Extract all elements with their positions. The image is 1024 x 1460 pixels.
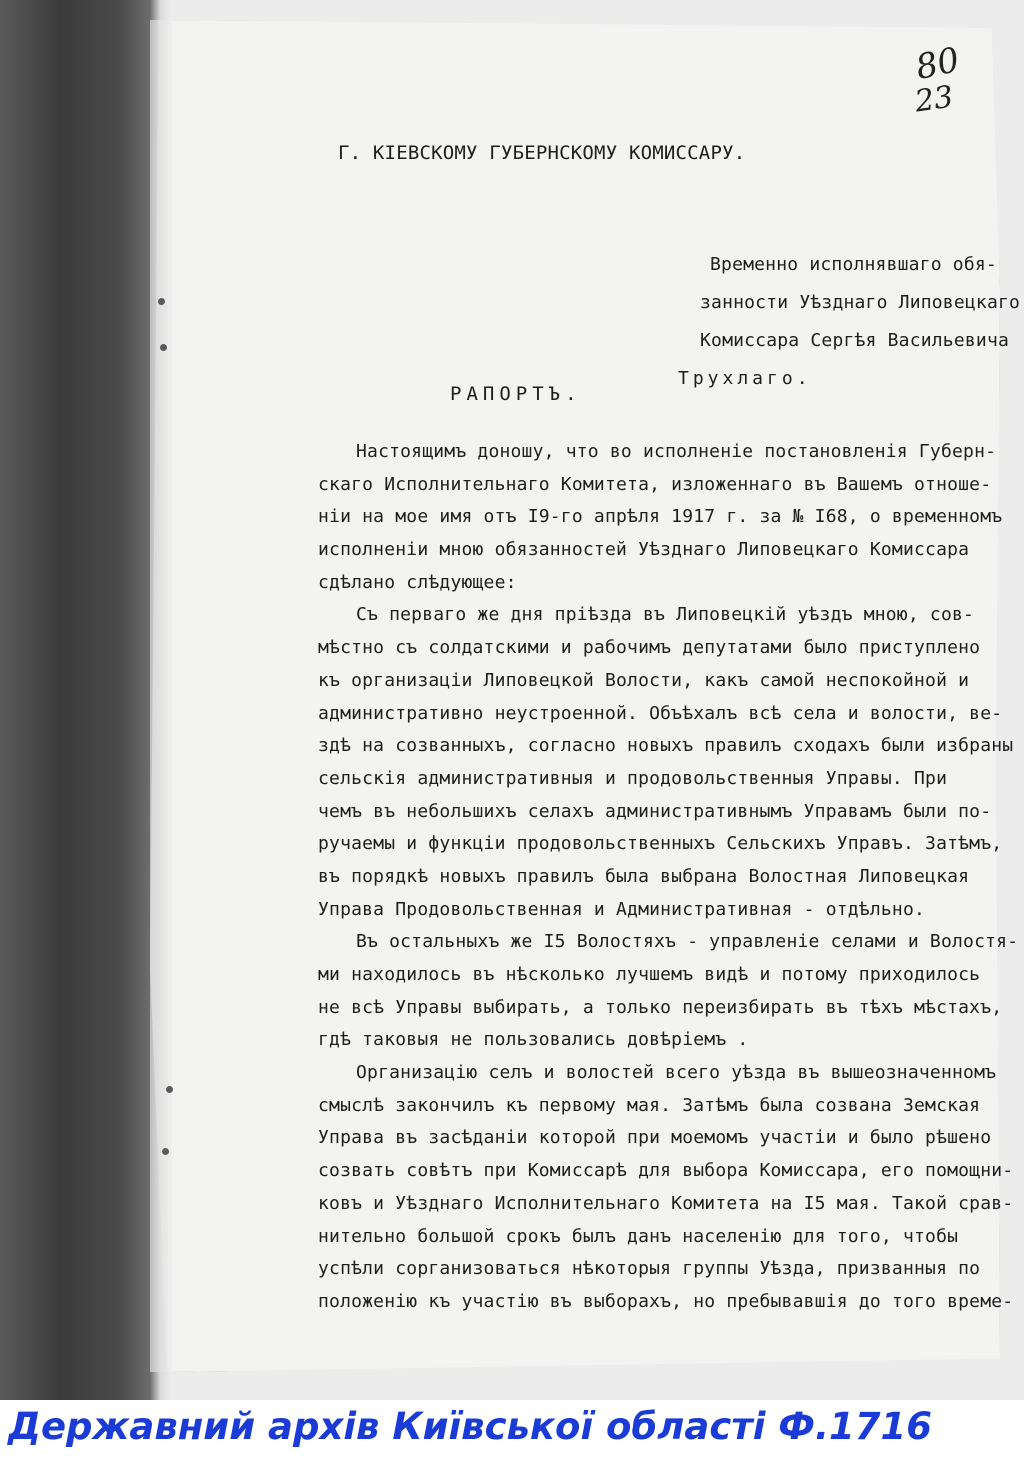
report-line: ручаемы и функціи продовольственныхъ Сельскихъ Управъ. Затѣмъ,: [318, 833, 1003, 855]
report-line: мѣстно съ солдатскими и рабочимъ депутатами было приступлено: [318, 637, 981, 659]
report-line: успѣли сорганизоваться нѣкоторыя группы Уѣзда, призванныя по: [318, 1258, 981, 1280]
report-line: Настоящимъ доношу, что во исполненіе постановленія Губерн-: [356, 441, 997, 462]
handwritten-page-number: 80: [912, 39, 963, 89]
report-line: скаго Исполнительнаго Комитета, изложеннаго въ Вашемъ отноше-: [318, 473, 992, 495]
report-line: къ организаціи Липовецкой Волости, какъ самой неспокойной и: [318, 669, 970, 691]
report-line: созвать совѣтъ при Комиссарѣ для выбора Комиссара, его помощни-: [318, 1160, 1014, 1182]
report-line: чемъ въ небольшихъ селахъ административнымъ Управамъ были по-: [318, 800, 992, 822]
sender-line: занности Уѣзднаго Липовецкаго: [700, 292, 1021, 313]
addressee-line: Г. КІЕВСКОМУ ГУБЕРНСКОМУ КОМИССАРУ.: [338, 142, 746, 164]
sender-block: [678, 246, 1021, 398]
report-line: сдѣлано слѣдующее:: [318, 571, 517, 593]
report-line: Съ перваго же дня пріѣзда въ Липовецкій уѣздъ мною, сов-: [356, 604, 975, 626]
archive-caption: Державний архів Київської області Ф.1716: [8, 1405, 933, 1448]
report-line: гдѣ таковыя не пользовались довѣріемъ .: [318, 1029, 749, 1051]
report-line: не всѣ Управы выбирать, а только переизбирать въ тѣхъ мѣстахъ,: [318, 996, 1003, 1018]
report-line: ковъ и Уѣзднаго Исполнительнаго Комитета на I5 мая. Такой срав-: [318, 1192, 1014, 1214]
report-line: Управа Продовольственная и Административная - отдѣльно.: [318, 898, 926, 920]
binding-hole-mark: [158, 298, 165, 305]
paper-fold-edge: [150, 20, 172, 1372]
sender-line: Трухлаго.: [678, 368, 812, 389]
report-line: сельскія административныя и продовольственныя Управы. При: [318, 767, 948, 789]
report-line: ми находилось въ нѣсколько лучшемъ видѣ и потому приходилось: [318, 964, 981, 985]
report-line: здѣ на созванныхъ, согласно новыхъ правилъ сходахъ были избраны: [318, 735, 1014, 757]
report-line: Въ остальныхъ же I5 Волостяхъ - управленіе селами и Волостя-: [356, 931, 1019, 953]
report-line: административно неустроенной. Объѣхалъ всѣ села и волости, ве-: [318, 702, 1003, 724]
report-line: смыслѣ закончилъ къ первому мая. Затѣмъ была созвана Земская: [318, 1094, 981, 1116]
binding-hole-mark: [160, 344, 167, 351]
binding-hole-mark: [162, 1148, 169, 1155]
report-body: [318, 436, 1018, 1319]
handwritten-sheet-number: 23: [912, 79, 956, 120]
document-title: РАПОРТЪ.: [450, 383, 582, 405]
sender-line: Временно исполнявшаго обя-: [710, 254, 997, 275]
report-line: ніи на мое имя отъ I9-го апрѣля 1917 г. за № I68, о временномъ: [318, 506, 1003, 528]
report-line: Организацію селъ и волостей всего уѣзда въ вышеозначенномъ: [356, 1062, 997, 1084]
binding-hole-mark: [166, 1086, 173, 1093]
report-line: нительно большой срокъ былъ данъ населенію для того, чтобы: [318, 1225, 959, 1247]
report-line: Управа въ засѣданіи которой при моемомъ участіи и было рѣшено: [318, 1127, 992, 1149]
report-line: положенію къ участію въ выборахъ, но пребывавшія до того време-: [318, 1290, 1014, 1312]
sender-line: Комиссара Сергѣя Васильевича: [700, 330, 1010, 351]
report-line: исполненіи мною обязанностей Уѣзднаго Липовецкаго Комиссара: [318, 539, 970, 561]
report-line: въ порядкѣ новыхъ правилъ была выбрана Волостная Липовецкая: [318, 865, 970, 887]
